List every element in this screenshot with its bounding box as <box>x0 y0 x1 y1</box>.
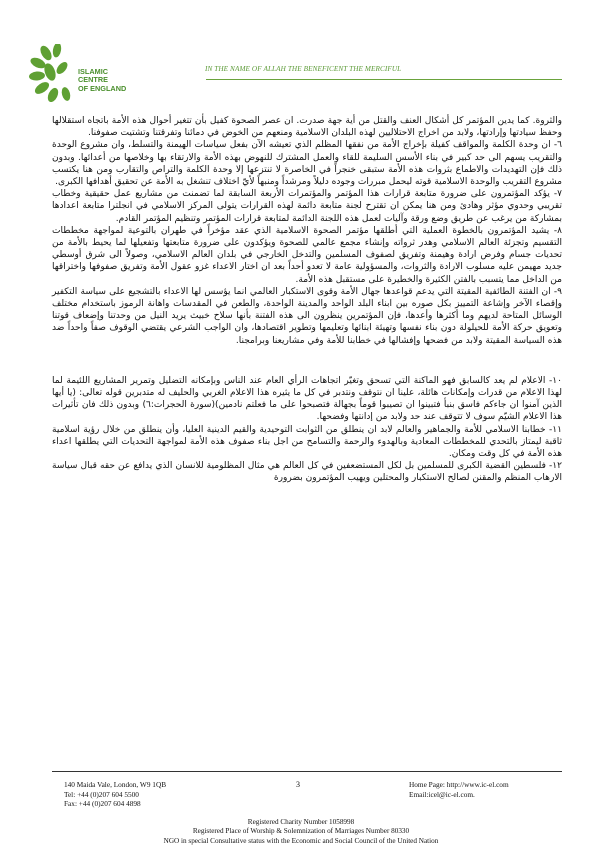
contact-address <box>64 780 166 809</box>
document-body <box>52 115 562 485</box>
charity-number: Registered Charity Number 1058998 <box>247 818 355 826</box>
footer-divider <box>52 771 562 772</box>
contact-web <box>409 780 509 799</box>
header-divider <box>206 79 562 80</box>
ngo-status: NGO in special Consultative status with the Economic and Social Council of the United Nation <box>163 836 439 845</box>
org-name: ISLAMIC CENTRE OF ENGLAND <box>78 67 127 93</box>
paragraph: ١٠- الاعلام لم يعد كالسابق فهو الماكنة التي تسحق وتغيّر اتجاهات الرأي العام عند الناس وبإمكانه التضليل وتمرير المشاريع اللئيمة لما لهذا الاعلام من قدرات وإمكانات هائلة، علينا ان نتوقف ونتدبر في كل ما يثيره هذا الاعلام الغربي والحليف له متدبرين قوله تعالى: (يا أيها الذين آمنوا ان جاءكم فاسق بنبأ فتبينوا ان تصيبوا قوماً بجهالة فتصبحوا على ما فعلتم نادمين)(سورة الحجرات:٦) وبدون ذلك فان تأثيرات هذا الاعلام الشيّم سوف لا تتوقف عند حد ولابد من إدانتها وفضحها. <box>52 375 562 423</box>
islamic-centre-logo <box>28 44 144 104</box>
paragraph: ٩- ان الفتنة الطائفية المقيتة التي يدعم قواعدها جهال الأمة وقوى الاستكبار العالمي انما يؤسس لها الاعداء بالتشجيع على سياسة التكفير وإقصاء الآخر وإشاعة التمييز بكل صوره بين ابناء البلد الواحد والمدينة الواحدة، والطعن في المقدسات واهانة الرموز باستخدام مختلف الوسائل المتاحة لديهم وما أكثرها وأعدها، فإن المؤتمرين ينظرون الى هذه الفتنة بأنها سلاح خبيث يريد النيل من وحدتنا وإضعاف قوتنا وتعويق حركة الأمة للحيلولة دون بناء نفسها وتهيئة ابنائها وتعليمها وتطوير اقتصادها، وان الواجب الشرعي يقتضي الوقوف صفاً واحداً ضد هذه السياسة المقيتة ولابد من فضحها وإفشالها في خطابنا للأمة وفي مشاريعنا وبرامجنا. <box>52 286 562 346</box>
email-link[interactable]: Email:icel@ic-el.com. <box>409 789 475 799</box>
paragraph-gap <box>52 347 562 375</box>
worship-registration: Registered Place of Worship & Solemnization of Marriages Number 80330 <box>192 827 410 836</box>
address-line: 140 Maida Vale, London, W9 1QB <box>64 780 167 789</box>
paragraph: ١٢- فلسطين القضية الكبرى للمسلمين بل لكل المستضعفين في كل العالم هي مثال المظلومية للانسان الذي يدافع عن حقه قبال سياسة الارهاب المنظم والمقنن لصالح الاستكبار والمحتلين ويهيب المؤتمرون بضرورة <box>52 461 562 484</box>
telephone: Tel: +44 (0)207 604 5500 <box>64 789 139 799</box>
fax: Fax: +44 (0)207 604 4898 <box>64 799 141 809</box>
page-number: 3 <box>296 780 300 789</box>
paragraph: ٦- ان وحدة الكلمة والمواقف كفيلة بإخراج الأمة من نفقها المظلم الذي تعيشه الآن بفعل سياسات الهيمنة والتسلط، وان مشروع الوحدة والتقريب يسهم الى حد كبير في بناء الأسس السليمة للقاء والعمل المشترك للنهوض بهذه الأمة والارتقاء بها وخلاصها من أعدائها. وبدون ذلك فإن التهديدات والاطماع بثروات هذه الأمة ستبقى خنجراً في الخاصرة لا تنتزعها إلا وحدة الكلمة والتراص والتقارب ومن هنا يكتسب مشروع التقريب والوحدة الاسلامية قوته ليحمل مبررات وجوده دليلاً ومرشداً ومنبهاً لأيّ اختلاف تنشغل به الأمة عن تحقيق أهدافها الكبرى. <box>52 140 562 188</box>
page-footer <box>52 780 562 810</box>
paragraph: ١١- خطابنا الاسلامي للأمة والجماهير والعالم لابد ان ينطلق من الثوابت التوحيدية والقيم الدينية العليا، وأن ينطلق من خلال رؤية اسلامية ثاقبة ليمتاز بالتحدي للمخططات المعادية وبالهدوء والرحمة والتسامح من اجل بناء صفوف هذه الأمة لمواجهة التحديات التي يطلقها اعداء هذه الأمة في كل وقت ومكان. <box>52 424 562 460</box>
paragraph: ٨- يشيد المؤتمرون بالخطوة العملية التي أطلقها مؤتمر الصحوة الاسلامية الذي عقد مؤخراً في طهران بالتوعية لمواجهة مخططات التقسيم وتجزئة العالم الاسلامي وهدر ثرواته وإنشاء مجمع عالمي للصحوة ويؤكدون على ضرورة متابعتها وتفعيلها لما يحيط بالأمة من تحديات جسام وفرض ارادة وهيمنة وتفريق لصفوف المسلمين والتدخل الخارجي في بلدان العالم الاسلامي، وصولاً الى شرق أوسطي جديد مهيمن عليه مسلوب الارادة والثروات، والمسؤولية عامة لا تعدو أحداً بعد ان اختار الاعداء غزو عقول الأمة وتفريق صفوفها واختراقها من الداخل مما يتسبب بالفتن الكثيرة والخطيرة على مستقبل هذه الأمة. <box>52 225 562 285</box>
registration-info <box>0 818 602 846</box>
leaf-emblem-icon <box>28 44 82 102</box>
paragraph: والثروة. كما يدين المؤتمر كل أشكال العنف والقتل من أية جهة صدرت. ان عصر الصحوة كفيل بأن تتغير أحوال هذه الأمة باتجاه استقلالها وحفظ سيادتها وإرادتها، ولابد من اخراج الاحتلاليين لهذه البلدان الاسلامية ومنعهم من الخوض في دمائنا وتفرقتنا وتشتيت صفوفنا. <box>52 116 562 139</box>
homepage-link[interactable]: Home Page: http://www.ic-el.com <box>409 780 509 789</box>
paragraph: ٧- يؤكد المؤتمرون على ضرورة متابعة قرارات هذا المؤتمر والمؤتمرات الأربعة السابقة لما تضمنت من مشاريع عمل حقيقية وخطاب تقريبي وحدوي مؤثر وهادئ ومن هنا يمكن ان تقترح لجنة متابعة دائمة لهذه القرارات يتولى المركز الاسلامي في انجلترا متابعة اعدادها بمشاركة من يرغب عن طريق وضع ورقة وآليات لعمل هذه اللجنة الدائمة لمتابعة قرارات المؤتمر وتنظيم المؤتمر القادم. <box>52 189 562 224</box>
invocation-header: IN THE NAME OF ALLAH THE BENEFICENT THE MERCIFUL <box>205 65 402 73</box>
